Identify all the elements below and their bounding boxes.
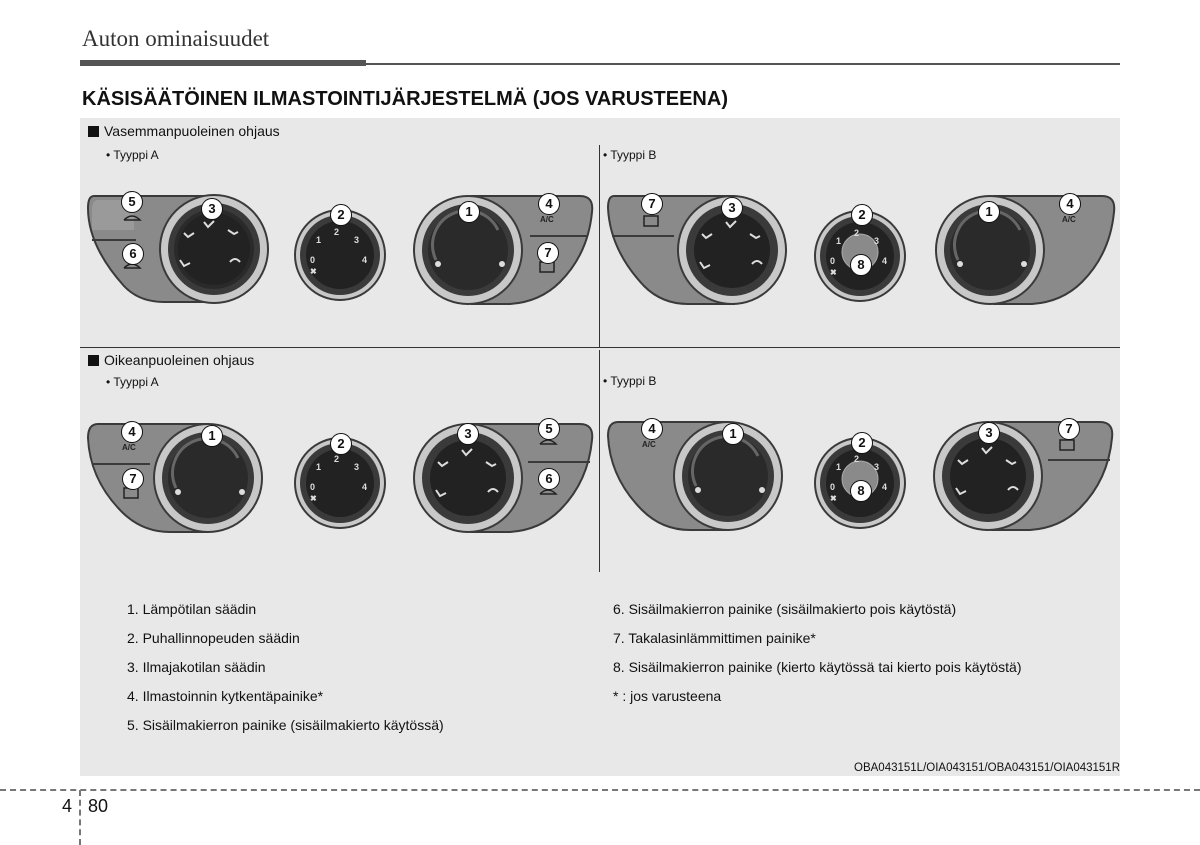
callout-3: 3 <box>201 198 223 220</box>
callout-4: 4 <box>1059 193 1081 215</box>
callout-1: 1 <box>722 423 744 445</box>
lhd-label: Vasemmanpuoleinen ohjaus <box>104 123 280 139</box>
lhd-heading <box>88 123 280 139</box>
fan-scale-4: 4 <box>882 482 888 492</box>
rhd-type-a: • Tyyppi A <box>106 375 159 389</box>
divider-top <box>599 145 600 347</box>
ac-label: A/C <box>1062 215 1076 224</box>
fan-scale-2: 2 <box>334 454 340 464</box>
header-rule <box>366 63 1120 65</box>
fan-scale-4: 4 <box>362 482 368 492</box>
callout-7: 7 <box>641 193 663 215</box>
legend-footnote: * : jos varusteena <box>613 688 722 704</box>
header-rule-dark <box>80 60 366 66</box>
callout-2: 2 <box>851 432 873 454</box>
bullet-square-icon <box>88 126 99 137</box>
fan-off-icon: ✖ <box>310 494 317 503</box>
legend-item-5: 5. Sisäilmakierron painike (sisäilmakierto käytössä) <box>127 717 444 733</box>
fan-off-icon: ✖ <box>830 268 837 277</box>
callout-6: 6 <box>538 468 560 490</box>
callout-2: 2 <box>330 204 352 226</box>
legend-item-3: 3. Ilmajakotilan säädin <box>127 659 266 675</box>
fan-scale-2: 2 <box>854 454 860 464</box>
rhd-label: Oikeanpuoleinen ohjaus <box>104 352 255 368</box>
temperature-control-module-rhd <box>84 418 270 534</box>
lhd-type-a: • Tyyppi A <box>106 148 159 162</box>
temperature-control-module <box>410 190 596 306</box>
callout-3: 3 <box>721 197 743 219</box>
callout-7: 7 <box>1058 418 1080 440</box>
callout-3: 3 <box>978 422 1000 444</box>
callout-4: 4 <box>121 421 143 443</box>
legend-item-6: 6. Sisäilmakierron painike (sisäilmakierto pois käytöstä) <box>613 601 957 617</box>
fan-scale-3: 3 <box>874 236 880 246</box>
legend-item-8: 8. Sisäilmakierron painike (kierto käytössä tai kierto pois käytöstä) <box>613 659 1022 675</box>
footer-margin-rule <box>79 790 81 845</box>
ac-label: A/C <box>642 440 656 449</box>
fan-scale-3: 3 <box>874 462 880 472</box>
mode-control-module-rhd <box>410 418 600 534</box>
callout-5: 5 <box>538 418 560 440</box>
callout-1: 1 <box>201 425 223 447</box>
fan-off-icon: ✖ <box>830 494 837 503</box>
fan-scale-1: 1 <box>316 235 322 245</box>
fan-scale-2: 2 <box>334 227 340 237</box>
callout-4: 4 <box>641 418 663 440</box>
legend-item-1: 1. Lämpötilan säädin <box>127 601 257 617</box>
callout-6: 6 <box>122 243 144 265</box>
legend-item-2: 2. Puhallinnopeuden säädin <box>127 630 300 646</box>
chapter-number: 4 <box>62 796 73 816</box>
callout-2: 2 <box>330 433 352 455</box>
fan-scale-3: 3 <box>354 235 360 245</box>
fan-scale-0: 0 <box>310 255 316 265</box>
fan-scale-1: 1 <box>836 236 842 246</box>
callout-7: 7 <box>122 468 144 490</box>
fan-scale-1: 1 <box>316 462 322 472</box>
fan-scale-0: 0 <box>830 256 836 266</box>
fan-scale-4: 4 <box>882 256 888 266</box>
mode-control-module-b <box>604 190 794 306</box>
temperature-control-module-b <box>932 190 1118 306</box>
mode-control-module-rhd-b <box>930 416 1120 532</box>
page-number: 80 <box>88 796 109 816</box>
callout-2: 2 <box>851 204 873 226</box>
ac-label: A/C <box>540 215 554 224</box>
callout-1: 1 <box>458 201 480 223</box>
fan-scale-0: 0 <box>310 482 316 492</box>
callout-3: 3 <box>457 423 479 445</box>
ac-label: A/C <box>122 443 136 452</box>
callout-8: 8 <box>850 480 872 502</box>
fan-scale-4: 4 <box>362 255 368 265</box>
running-header: Auton ominaisuudet <box>82 26 270 51</box>
fan-scale-0: 0 <box>830 482 836 492</box>
footer-rule <box>0 789 1200 791</box>
callout-1: 1 <box>978 201 1000 223</box>
rhd-type-b: • Tyyppi B <box>603 374 657 388</box>
callout-4: 4 <box>538 193 560 215</box>
temperature-control-module-rhd-b <box>604 416 790 532</box>
fan-scale-2: 2 <box>854 228 860 238</box>
legend-item-7: 7. Takalasinlämmittimen painike* <box>613 630 816 646</box>
rhd-heading <box>88 352 254 368</box>
bullet-square-icon <box>88 355 99 366</box>
divider-middle <box>80 347 1120 348</box>
fan-scale-3: 3 <box>354 462 360 472</box>
mode-control-module <box>84 188 274 304</box>
callout-7: 7 <box>537 242 559 264</box>
figure-code: OBA043151L/OIA043151/OBA043151/OIA043151R <box>854 762 1120 774</box>
callout-8: 8 <box>850 254 872 276</box>
section-title: KÄSISÄÄTÖINEN ILMASTOINTIJÄRJESTELMÄ (JOS VARUSTEENA) <box>82 88 728 110</box>
callout-5: 5 <box>121 191 143 213</box>
legend-item-4: 4. Ilmastoinnin kytkentäpainike* <box>127 688 324 704</box>
fan-off-icon: ✖ <box>310 267 317 276</box>
fan-scale-1: 1 <box>836 462 842 472</box>
lhd-type-b: • Tyyppi B <box>603 148 657 162</box>
